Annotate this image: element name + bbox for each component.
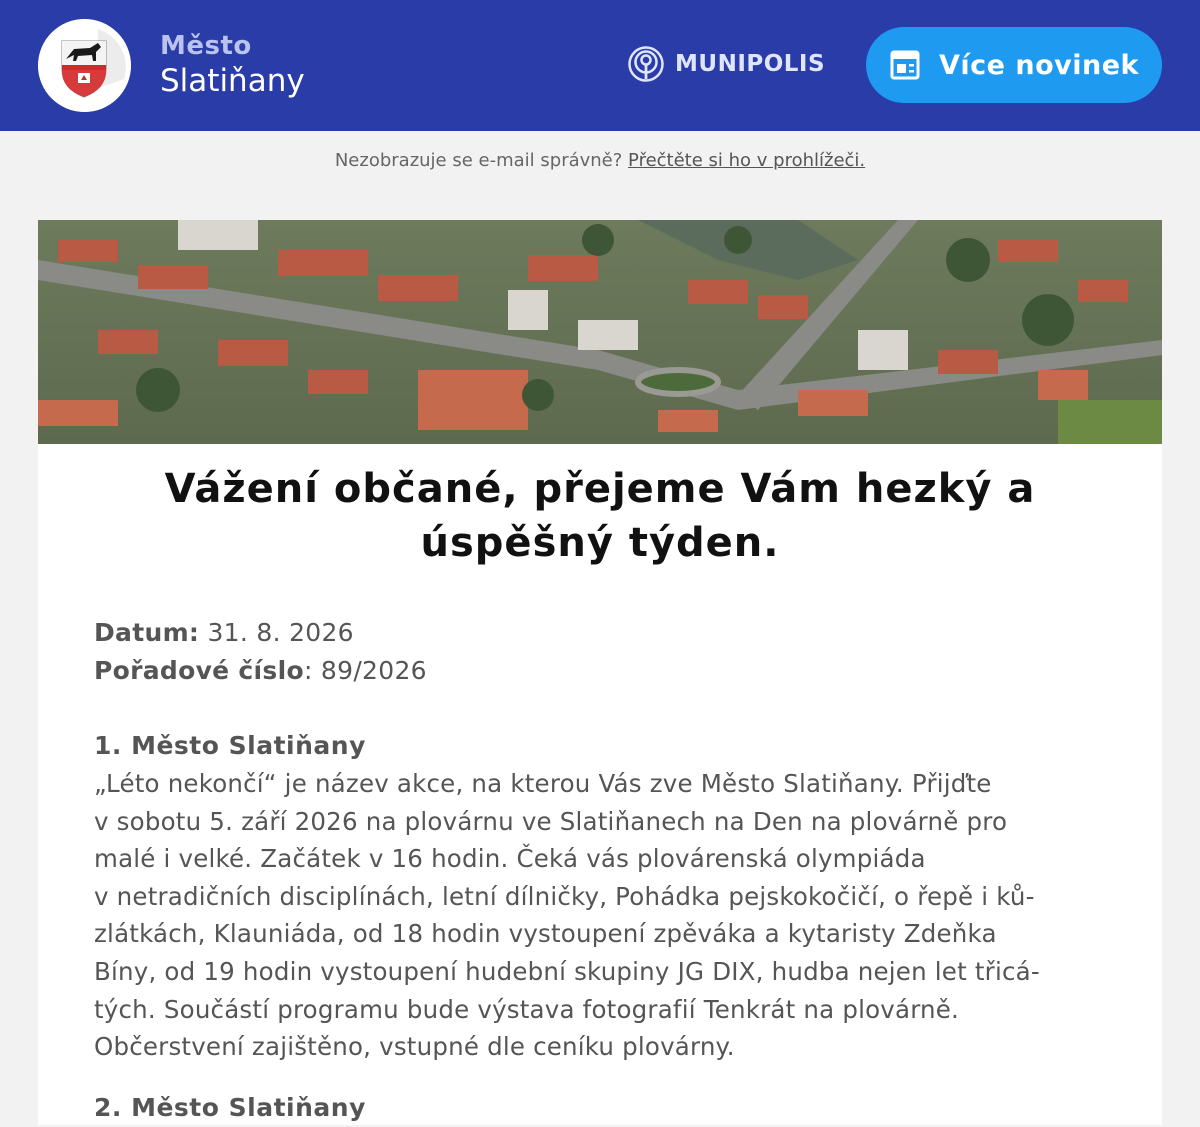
body-line: v sobotu 5. září 2026 na plovárnu ve Slatiňanech na Den na plovárně pro bbox=[94, 806, 1008, 836]
issue-number-label: Pořadové číslo bbox=[94, 656, 304, 685]
body-line: v netradičních disciplínách, letní dílničky, Pohádka pejskokočičí, o řepě i ků- bbox=[94, 881, 1035, 911]
body-line: Občerstvení zajištěno, vstupné dle ceníku plovárny. bbox=[94, 1032, 735, 1062]
body-line: malé i velké. Začátek v 16 hodin. Čeká vás plovárenská olympiáda bbox=[94, 844, 926, 874]
body-line: Bíny, od 19 hodin vystoupení hudební skupiny JG DIX, hudba nejen let třicá- bbox=[94, 956, 1040, 986]
town-brand bbox=[160, 30, 305, 100]
news-item-title: 2. Město Slatiňany bbox=[94, 1092, 366, 1122]
more-news-button[interactable] bbox=[866, 27, 1162, 103]
date-label: Datum: bbox=[94, 618, 200, 647]
body-line: tých. Součástí programu bude výstava fotografií Tenkrát na plovárně. bbox=[94, 994, 960, 1024]
newsletter-meta bbox=[38, 614, 1162, 690]
brand-line-1: Město bbox=[160, 31, 252, 61]
email-header bbox=[0, 0, 1200, 131]
news-item-body bbox=[94, 765, 1102, 1066]
newspaper-icon bbox=[889, 49, 921, 81]
news-item bbox=[38, 727, 1162, 1066]
body-line: „Léto nekončí“ je název akce, na kterou Vás zve Město Slatiňany. Přijďte bbox=[94, 769, 992, 798]
date-value: 31. 8. 2026 bbox=[199, 618, 354, 647]
issue-number-value: : 89/2026 bbox=[303, 656, 427, 685]
news-item bbox=[38, 1089, 1162, 1127]
view-in-browser-link[interactable]: Přečtěte si ho v prohlížeči. bbox=[628, 150, 866, 171]
town-logo[interactable] bbox=[38, 19, 131, 112]
browser-note-text: Nezobrazuje se e-mail správně? bbox=[334, 150, 629, 171]
more-news-label: Více novinek bbox=[939, 49, 1139, 81]
date-row bbox=[94, 614, 1162, 652]
munipolis-logo[interactable] bbox=[627, 45, 825, 83]
newsletter-headline: Vážení občané, přejeme Vám hezký a úspěšný týden. bbox=[164, 466, 1036, 566]
body-line: zlátkách, Klauniáda, od 18 hodin vystoupení zpěváka a kytaristy Zdeňka bbox=[94, 919, 997, 949]
brand-line-2: Slatiňany bbox=[160, 63, 305, 99]
munipolis-label: MUNIPOLIS bbox=[675, 51, 826, 77]
news-item-title: 1. Město Slatiňany bbox=[94, 731, 366, 760]
broadcast-pin-icon bbox=[627, 45, 665, 83]
newsletter-card bbox=[38, 220, 1162, 1125]
coat-of-arms-icon bbox=[38, 19, 131, 112]
issue-number-row bbox=[94, 652, 1162, 690]
aerial-town-photo bbox=[38, 220, 1162, 444]
view-in-browser-note bbox=[0, 150, 1200, 171]
